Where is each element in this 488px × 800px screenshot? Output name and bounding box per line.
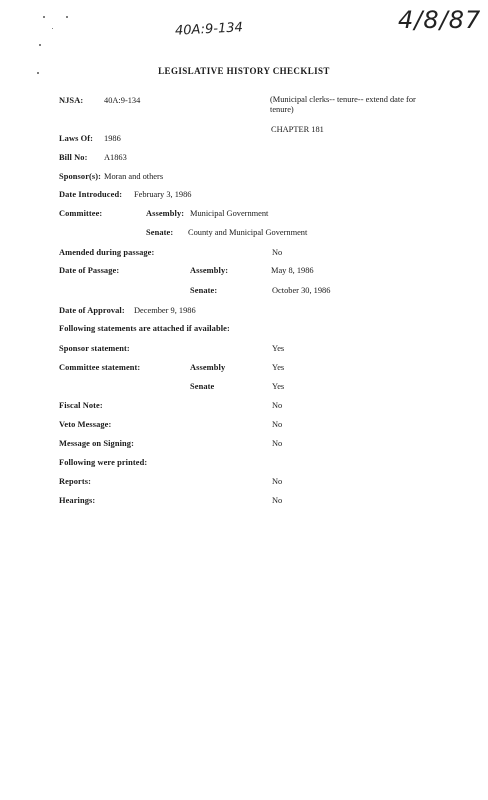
laws-of-value: 1986 (104, 134, 121, 143)
committee-statement-assembly-value: Yes (272, 363, 285, 372)
bill-no-label: Bill No: (59, 153, 88, 162)
sponsors-value: Moran and others (104, 172, 164, 181)
njsa-value: 40A:9-134 (104, 96, 141, 105)
reports-label: Reports: (59, 477, 91, 486)
committee-senate-value: County and Municipal Government (188, 228, 308, 237)
date-introduced-label: Date Introduced: (59, 190, 123, 199)
scan-speck (52, 28, 53, 29)
scan-speck (66, 16, 68, 18)
message-on-signing-label: Message on Signing: (59, 439, 134, 448)
page-title: LEGISLATIVE HISTORY CHECKLIST (158, 66, 330, 76)
amended-label: Amended during passage: (59, 248, 155, 257)
hearings-label: Hearings: (59, 496, 96, 505)
committee-assembly-label: Assembly: (146, 209, 185, 218)
laws-of-label: Laws Of: (59, 134, 94, 143)
veto-message-label: Veto Message: (59, 420, 112, 429)
fiscal-note-label: Fiscal Note: (59, 401, 103, 410)
chapter-number: CHAPTER 181 (271, 125, 324, 134)
handwritten-statute-note: 40A:9-134 (174, 20, 244, 39)
sponsor-statement-value: Yes (272, 344, 285, 353)
committee-label: Committee: (59, 209, 103, 218)
sponsor-statement-label: Sponsor statement: (59, 344, 130, 353)
bill-description: (Municipal clerks-- tenure-- extend date for tenure) (270, 95, 416, 114)
hearings-value: No (272, 496, 283, 505)
scan-speck (43, 16, 45, 18)
statements-heading: Following statements are attached if available: (59, 324, 230, 333)
bill-no-value: A1863 (104, 153, 127, 162)
njsa-label: NJSA: (59, 96, 84, 105)
passage-assembly-label: Assembly: (190, 266, 229, 275)
committee-assembly-value: Municipal Government (190, 209, 269, 218)
passage-senate-label: Senate: (190, 286, 218, 295)
reports-value: No (272, 477, 283, 486)
approval-value: December 9, 1986 (134, 306, 196, 315)
handwritten-date-note: 4/8/87 (398, 6, 482, 34)
committee-statement-senate-value: Yes (272, 382, 285, 391)
date-introduced-value: February 3, 1986 (134, 190, 192, 199)
scan-speck (39, 44, 41, 46)
passage-senate-value: October 30, 1986 (272, 286, 331, 295)
passage-assembly-value: May 8, 1986 (271, 266, 314, 275)
committee-statement-label: Committee statement: (59, 363, 141, 372)
committee-statement-senate-label: Senate (190, 382, 215, 391)
approval-label: Date of Approval: (59, 306, 125, 315)
fiscal-note-value: No (272, 401, 283, 410)
sponsors-label: Sponsor(s): (59, 172, 102, 181)
veto-message-value: No (272, 420, 283, 429)
passage-label: Date of Passage: (59, 266, 120, 275)
committee-statement-assembly-label: Assembly (190, 363, 226, 372)
committee-senate-label: Senate: (146, 228, 174, 237)
amended-value: No (272, 248, 283, 257)
message-on-signing-value: No (272, 439, 283, 448)
printed-heading: Following were printed: (59, 458, 148, 467)
